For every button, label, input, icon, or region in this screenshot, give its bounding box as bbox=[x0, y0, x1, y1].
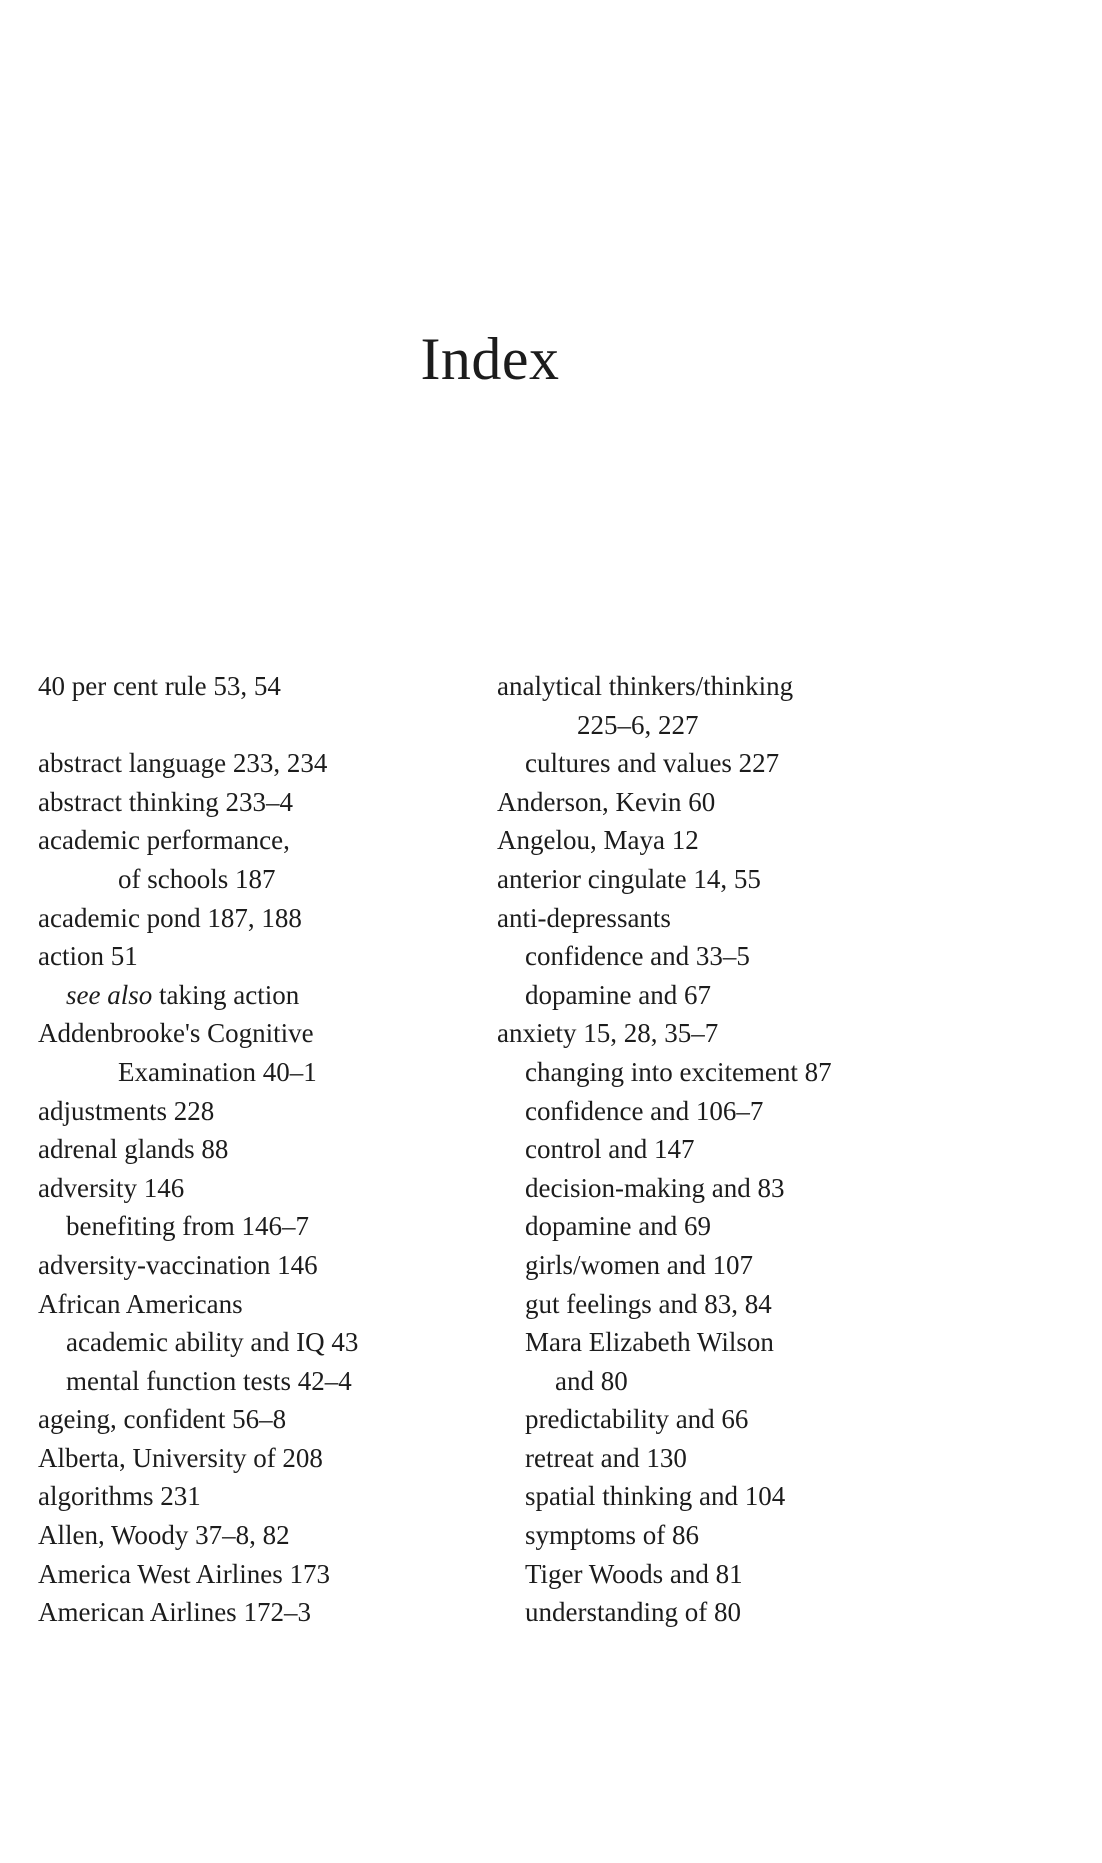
index-entry-text: retreat and 130 bbox=[525, 1442, 687, 1473]
index-entry bbox=[497, 744, 1057, 783]
index-entry-text: Addenbrooke's Cognitive bbox=[38, 1018, 314, 1049]
index-entry bbox=[497, 1053, 1057, 1092]
index-entry-text: Examination 40–1 bbox=[118, 1056, 317, 1087]
index-entry bbox=[38, 1323, 478, 1362]
index-entry-text: understanding of 80 bbox=[525, 1597, 741, 1628]
index-entry bbox=[38, 667, 478, 706]
index-entry-text: America West Airlines 173 bbox=[38, 1558, 331, 1589]
index-entry-text: abstract thinking 233–4 bbox=[38, 786, 293, 817]
index-entry-text: confidence and 33–5 bbox=[525, 941, 750, 972]
index-entry-text: 225–6, 227 bbox=[577, 709, 699, 740]
index-spacer bbox=[38, 706, 478, 745]
index-entry-text: control and 147 bbox=[525, 1134, 695, 1165]
index-entry bbox=[38, 1593, 478, 1632]
index-entry-text: ageing, confident 56–8 bbox=[38, 1404, 287, 1435]
index-entry-text: spatial thinking and 104 bbox=[525, 1481, 786, 1512]
index-entry bbox=[497, 860, 1057, 899]
index-entry-text: 40 per cent rule 53, 54 bbox=[38, 671, 281, 701]
index-entry bbox=[497, 1323, 1057, 1362]
index-entry bbox=[38, 899, 478, 938]
index-entry bbox=[497, 1439, 1057, 1478]
index-entry-text: decision-making and 83 bbox=[525, 1172, 785, 1203]
index-entry-text: adjustments 228 bbox=[38, 1095, 215, 1126]
index-entry-text: dopamine and 69 bbox=[525, 1211, 711, 1242]
index-entry bbox=[497, 937, 1057, 976]
index-entry-text: confidence and 106–7 bbox=[525, 1095, 764, 1126]
index-entry bbox=[497, 667, 1057, 706]
index-entry bbox=[38, 1130, 478, 1169]
index-entry-text: predictability and 66 bbox=[525, 1404, 749, 1435]
index-entry-text: of schools 187 bbox=[118, 863, 276, 894]
page-title: Index bbox=[420, 326, 560, 392]
index-entry-text: adversity-vaccination 146 bbox=[38, 1249, 318, 1280]
index-entry-text: benefiting from 146–7 bbox=[66, 1211, 309, 1242]
index-entry bbox=[38, 860, 478, 899]
index-column-left bbox=[38, 667, 478, 1632]
index-entry bbox=[497, 1477, 1057, 1516]
index-entry bbox=[38, 744, 478, 783]
index-entry bbox=[38, 1207, 478, 1246]
index-entry-text: adrenal glands 88 bbox=[38, 1134, 229, 1165]
index-entry bbox=[497, 1246, 1057, 1285]
index-entry-text: mental function tests 42–4 bbox=[66, 1365, 352, 1396]
index-entry bbox=[38, 1053, 478, 1092]
index-entry bbox=[497, 1014, 1057, 1053]
index-entry bbox=[38, 1285, 478, 1324]
index-entry bbox=[497, 706, 1057, 745]
index-entry bbox=[497, 1169, 1057, 1208]
index-entry bbox=[497, 1516, 1057, 1555]
index-entry bbox=[38, 1092, 478, 1131]
index-entry-text: African Americans bbox=[38, 1288, 243, 1319]
index-entry-text: anxiety 15, 28, 35–7 bbox=[497, 1018, 719, 1049]
see-also-label: see also bbox=[66, 979, 153, 1010]
index-entry-text: academic pond 187, 188 bbox=[38, 902, 302, 933]
index-entry bbox=[38, 976, 478, 1015]
index-entry-text: cultures and values 227 bbox=[525, 748, 780, 779]
index-entry bbox=[38, 1169, 478, 1208]
index-column-right bbox=[497, 667, 1057, 1632]
index-entry-text: analytical thinkers/thinking bbox=[497, 671, 794, 701]
index-entry-text: American Airlines 172–3 bbox=[38, 1597, 311, 1628]
index-entry bbox=[38, 937, 478, 976]
index-entry bbox=[38, 1246, 478, 1285]
index-entry-text: academic ability and IQ 43 bbox=[66, 1327, 359, 1358]
index-entry bbox=[497, 821, 1057, 860]
index-entry bbox=[38, 821, 478, 860]
index-entry-text: gut feelings and 83, 84 bbox=[525, 1288, 772, 1319]
index-entry-text: Allen, Woody 37–8, 82 bbox=[38, 1520, 290, 1551]
index-entry bbox=[497, 1130, 1057, 1169]
index-entry bbox=[497, 1207, 1057, 1246]
index-entry-text: Tiger Woods and 81 bbox=[525, 1558, 743, 1589]
index-entry bbox=[497, 783, 1057, 822]
index-entry-text: algorithms 231 bbox=[38, 1481, 201, 1512]
index-entry bbox=[38, 1516, 478, 1555]
index-entry-text: Anderson, Kevin 60 bbox=[497, 786, 716, 817]
index-entry bbox=[497, 1593, 1057, 1632]
index-entry bbox=[497, 1362, 1057, 1401]
index-entry-text: abstract language 233, 234 bbox=[38, 748, 328, 779]
index-entry-text: academic performance, bbox=[38, 825, 290, 856]
index-entry bbox=[38, 1439, 478, 1478]
index-entry-text: anterior cingulate 14, 55 bbox=[497, 863, 761, 894]
index-entry-text: symptoms of 86 bbox=[525, 1520, 700, 1551]
index-entry bbox=[497, 1285, 1057, 1324]
index-entry-text: Angelou, Maya 12 bbox=[497, 825, 699, 856]
index-entry-text: Mara Elizabeth Wilson bbox=[525, 1327, 774, 1358]
index-entry-text: taking action bbox=[158, 979, 300, 1010]
index-entry bbox=[38, 1014, 478, 1053]
index-entry-text: dopamine and 67 bbox=[525, 979, 711, 1010]
index-entry bbox=[497, 1400, 1057, 1439]
index-entry bbox=[38, 1555, 478, 1594]
index-entry-text: action 51 bbox=[38, 941, 138, 972]
index-entry bbox=[38, 783, 478, 822]
index-entry-text: anti-depressants bbox=[497, 902, 671, 933]
index-entry bbox=[497, 1092, 1057, 1131]
index-entry bbox=[38, 1400, 478, 1439]
index-entry-text: changing into excitement 87 bbox=[525, 1056, 832, 1087]
index-entry-text: girls/women and 107 bbox=[525, 1249, 753, 1280]
index-entry-text: Alberta, University of 208 bbox=[38, 1442, 323, 1473]
index-entry-text: adversity 146 bbox=[38, 1172, 185, 1203]
index-entry bbox=[497, 1555, 1057, 1594]
index-entry bbox=[38, 1477, 478, 1516]
index-entry bbox=[497, 899, 1057, 938]
index-entry bbox=[497, 976, 1057, 1015]
index-entry bbox=[38, 1362, 478, 1401]
index-entry-text: and 80 bbox=[555, 1365, 628, 1396]
